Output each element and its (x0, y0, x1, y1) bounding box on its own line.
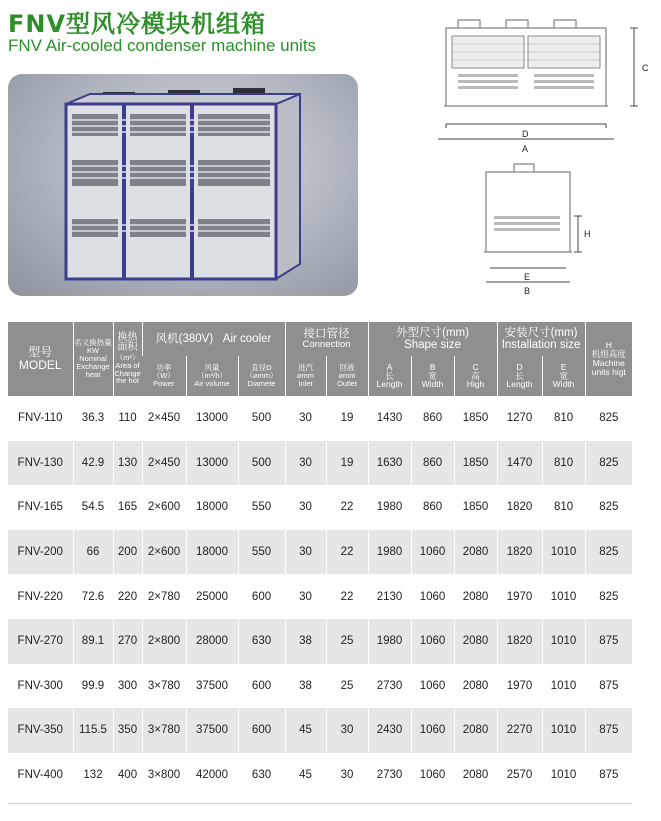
table-cell: 1060 (411, 574, 454, 619)
table-cell: 1010 (542, 664, 585, 709)
table-cell: 30 (326, 708, 368, 753)
table-cell: 1630 (368, 441, 411, 486)
table-cell: 22 (326, 485, 368, 530)
dim-label-d: D (522, 129, 529, 139)
table-cell: 630 (238, 619, 285, 664)
table-cell: 1060 (411, 530, 454, 575)
table-cell: FNV-220 (8, 574, 73, 619)
table-cell: 1850 (454, 396, 497, 441)
table-cell: 400 (113, 753, 142, 798)
table-row (8, 619, 632, 664)
table-cell: FNV-400 (8, 753, 73, 798)
table-row (8, 485, 632, 530)
table-cell: 18000 (186, 485, 238, 530)
header-c-cn: 高 (471, 370, 480, 381)
dim-label-a: A (522, 144, 529, 154)
dim-label-b: B (524, 286, 531, 296)
header-model-cn: 型号 (28, 345, 53, 360)
table-cell: 2080 (454, 530, 497, 575)
table-cell: 38 (285, 619, 326, 664)
table-cell: 1820 (497, 619, 542, 664)
table-cell: FNV-130 (8, 441, 73, 486)
header-a-cn: 长 (385, 370, 394, 381)
header-e (542, 356, 585, 396)
table-cell: 37500 (186, 708, 238, 753)
table-cell: 30 (285, 396, 326, 441)
table-cell: 550 (238, 485, 285, 530)
table-cell: 22 (326, 530, 368, 575)
header-d-en: Length (506, 379, 533, 390)
table-cell: 1010 (542, 708, 585, 753)
table-cell: 37500 (186, 664, 238, 709)
table-cell: 1010 (542, 530, 585, 575)
header-a (368, 356, 411, 396)
table-cell: 38 (285, 664, 326, 709)
table-cell: 13000 (186, 396, 238, 441)
header-power (142, 356, 186, 396)
header-install-group (497, 322, 585, 356)
table-cell: 19 (326, 396, 368, 441)
header-volume (186, 356, 238, 396)
condenser-unit-illustration (8, 74, 358, 296)
table-cell: 25000 (186, 574, 238, 619)
table-cell: 165 (113, 485, 142, 530)
table-cell: 19 (326, 441, 368, 486)
table-cell: 875 (585, 664, 632, 709)
table-cell: 1850 (454, 485, 497, 530)
table-cell: 54.5 (73, 485, 113, 530)
header-a-en: Length (376, 379, 403, 390)
table-cell: 45 (285, 753, 326, 798)
header-area-en3: the hot (116, 376, 139, 386)
table-cell: 500 (238, 441, 285, 486)
table-cell: 2080 (454, 574, 497, 619)
header-outlet-cn: 回液 (339, 363, 355, 373)
table-cell: 220 (113, 574, 142, 619)
table-cell: 825 (585, 485, 632, 530)
table-cell: 1430 (368, 396, 411, 441)
header-fan-group-en: Air cooler (222, 332, 272, 345)
header-capacity-en3: heat (85, 369, 101, 379)
table-cell: 1980 (368, 530, 411, 575)
table-cell: 600 (238, 574, 285, 619)
header-h (585, 322, 632, 396)
header-capacity-cn: 名义换热量KW (74, 338, 112, 356)
table-cell: 25 (326, 619, 368, 664)
table-cell: 30 (326, 753, 368, 798)
table-cell: 2270 (497, 708, 542, 753)
table-cell: 89.1 (73, 619, 113, 664)
table-cell: 130 (113, 441, 142, 486)
table-cell: 110 (113, 396, 142, 441)
header-connection-group (285, 322, 368, 356)
table-cell: FNV-200 (8, 530, 73, 575)
title-chinese: FNV型风冷模块机组箱 (8, 10, 267, 38)
table-cell: 1470 (497, 441, 542, 486)
header-b (411, 356, 454, 396)
table-cell: 1980 (368, 485, 411, 530)
table-row (8, 396, 632, 441)
header-d-cn: 长 (515, 370, 524, 381)
table-bottom-rule (8, 803, 632, 804)
table-cell: 1060 (411, 753, 454, 798)
header-h-letter: H (605, 340, 612, 351)
header-c (454, 356, 497, 396)
table-cell: 810 (542, 396, 585, 441)
table-cell: 18000 (186, 530, 238, 575)
table-cell: FNV-300 (8, 664, 73, 709)
header-capacity (73, 322, 113, 396)
table-cell: 825 (585, 396, 632, 441)
header-shape-en: Shape size (404, 339, 461, 351)
side-view-drawing (478, 160, 618, 298)
table-cell: 3×780 (142, 664, 186, 709)
header-diameter-en: Diamete (247, 378, 276, 388)
header-volume-cn: 风量 (204, 363, 220, 373)
table-cell: 1970 (497, 574, 542, 619)
table-cell: 860 (411, 441, 454, 486)
table-cell: 810 (542, 485, 585, 530)
title-english: FNV Air-cooled condenser machine units (8, 36, 317, 55)
table-cell: 2130 (368, 574, 411, 619)
header-d-letter: D (516, 361, 523, 372)
table-cell: 99.9 (73, 664, 113, 709)
table-cell: 22 (326, 574, 368, 619)
header-a-letter: A (386, 361, 393, 372)
table-cell: 875 (585, 753, 632, 798)
spec-table (8, 322, 632, 797)
table-row (8, 753, 632, 798)
table-cell: 1270 (497, 396, 542, 441)
table-cell: 2080 (454, 708, 497, 753)
table-cell: 72.6 (73, 574, 113, 619)
table-cell: 825 (585, 574, 632, 619)
table-cell: 2430 (368, 708, 411, 753)
header-inlet (285, 356, 326, 396)
spec-table-body (8, 396, 632, 797)
header-shape-group (368, 322, 497, 356)
header-area-en1: Area of (115, 360, 140, 370)
table-cell: 1060 (411, 708, 454, 753)
table-cell: 30 (285, 441, 326, 486)
header-h-cn: 机组高度 (591, 349, 626, 360)
table-row (8, 664, 632, 709)
table-cell: 36.3 (73, 396, 113, 441)
header-outlet-en: Outlet (337, 378, 358, 388)
table-cell: 1820 (497, 485, 542, 530)
table-cell: 300 (113, 664, 142, 709)
table-row (8, 708, 632, 753)
table-cell: 132 (73, 753, 113, 798)
table-cell: 1980 (368, 619, 411, 664)
table-cell: 600 (238, 708, 285, 753)
header-inlet-unit: ⌀mm (297, 371, 315, 381)
table-cell: 350 (113, 708, 142, 753)
header-shape-cn: 外型尺寸(mm) (396, 326, 469, 339)
table-cell: 2080 (454, 664, 497, 709)
header-diameter-unit: （⌀mm） (245, 371, 278, 381)
header-area-en2: Change (114, 368, 141, 378)
table-cell: 1010 (542, 753, 585, 798)
table-cell: 66 (73, 530, 113, 575)
header-power-unit: （W） (152, 371, 175, 381)
header-install-cn: 安装尺寸(mm) (504, 326, 578, 339)
table-cell: 860 (411, 485, 454, 530)
table-cell: 3×780 (142, 708, 186, 753)
table-cell: 200 (113, 530, 142, 575)
header-volume-en: Air volume (194, 378, 230, 388)
table-cell: 42.9 (73, 441, 113, 486)
product-photo (8, 74, 358, 296)
header-volume-unit: （m³/h） (197, 371, 227, 381)
header-e-cn: 宽 (559, 370, 568, 381)
header-fan-group (142, 322, 285, 356)
table-cell: 2×780 (142, 574, 186, 619)
header-b-cn: 宽 (428, 370, 437, 381)
dim-label-h: H (584, 229, 591, 239)
table-cell: 2730 (368, 664, 411, 709)
table-cell: 875 (585, 708, 632, 753)
header-area-unit: （m²） (115, 352, 140, 362)
header-e-letter: E (560, 361, 567, 372)
header-e-en: Width (552, 379, 575, 390)
table-cell: 1060 (411, 619, 454, 664)
header-outlet-unit: ⌀mm (338, 371, 356, 381)
table-cell: 3×800 (142, 753, 186, 798)
table-cell: 1970 (497, 664, 542, 709)
header-power-en: Power (153, 378, 175, 388)
table-cell: 30 (285, 530, 326, 575)
header-h-en1: Machine (592, 358, 625, 368)
table-cell: 1060 (411, 664, 454, 709)
header-inlet-cn: 进汽 (298, 363, 314, 373)
table-cell: FNV-165 (8, 485, 73, 530)
header-c-letter: C (472, 361, 479, 372)
table-cell: 28000 (186, 619, 238, 664)
table-cell: 1010 (542, 619, 585, 664)
header-connection-en: Connection (302, 339, 351, 351)
table-cell: 25 (326, 664, 368, 709)
table-cell: 115.5 (73, 708, 113, 753)
table-cell: 30 (285, 485, 326, 530)
table-cell: FNV-270 (8, 619, 73, 664)
header-diameter-cn: 直径D (251, 363, 272, 373)
table-cell: 1850 (454, 441, 497, 486)
table-cell: 860 (411, 396, 454, 441)
table-row (8, 530, 632, 575)
header-area-cn: 换热面积 (117, 331, 138, 354)
table-cell: 825 (585, 530, 632, 575)
table-cell: 630 (238, 753, 285, 798)
table-row (8, 574, 632, 619)
front-view-drawing (438, 14, 658, 156)
table-cell: 2080 (454, 619, 497, 664)
header-connection-cn: 接口管径 (303, 327, 350, 340)
table-cell: 600 (238, 664, 285, 709)
header-fan-group-cn: 风机(380V) (155, 332, 214, 345)
table-row (8, 441, 632, 486)
header-d (497, 356, 542, 396)
table-cell: 2080 (454, 753, 497, 798)
header-b-letter: B (429, 361, 436, 372)
dim-label-e: E (524, 272, 531, 282)
header-diameter (238, 356, 285, 396)
header-outlet (326, 356, 368, 396)
table-cell: 2570 (497, 753, 542, 798)
header-h-en2: units higt (591, 366, 626, 377)
header-capacity-en1: Nominal (79, 354, 107, 364)
table-cell: 2730 (368, 753, 411, 798)
table-cell: 45 (285, 708, 326, 753)
table-cell: 1010 (542, 574, 585, 619)
table-cell: 500 (238, 396, 285, 441)
table-cell: 13000 (186, 441, 238, 486)
table-cell: 825 (585, 441, 632, 486)
table-cell: 2×800 (142, 619, 186, 664)
table-cell: 2×450 (142, 396, 186, 441)
table-cell: FNV-110 (8, 396, 73, 441)
table-cell: 550 (238, 530, 285, 575)
header-model (8, 322, 73, 396)
table-cell: 270 (113, 619, 142, 664)
header-inlet-en: Inlet (298, 378, 313, 388)
table-cell: 2×600 (142, 485, 186, 530)
dim-label-c: C (642, 63, 649, 73)
header-c-en: High (466, 379, 485, 390)
table-cell: 42000 (186, 753, 238, 798)
header-capacity-en2: Exchange (76, 361, 110, 371)
table-cell: 2×450 (142, 441, 186, 486)
header-model-en: MODEL (18, 358, 62, 372)
table-cell: 810 (542, 441, 585, 486)
table-cell: 1820 (497, 530, 542, 575)
table-cell: 30 (285, 574, 326, 619)
header-area (113, 322, 142, 396)
header-install-en: Installation size (501, 339, 581, 351)
table-cell: 2×600 (142, 530, 186, 575)
header-power-cn: 功率 (156, 363, 172, 373)
header-b-en: Width (421, 379, 444, 390)
table-cell: FNV-350 (8, 708, 73, 753)
table-cell: 875 (585, 619, 632, 664)
